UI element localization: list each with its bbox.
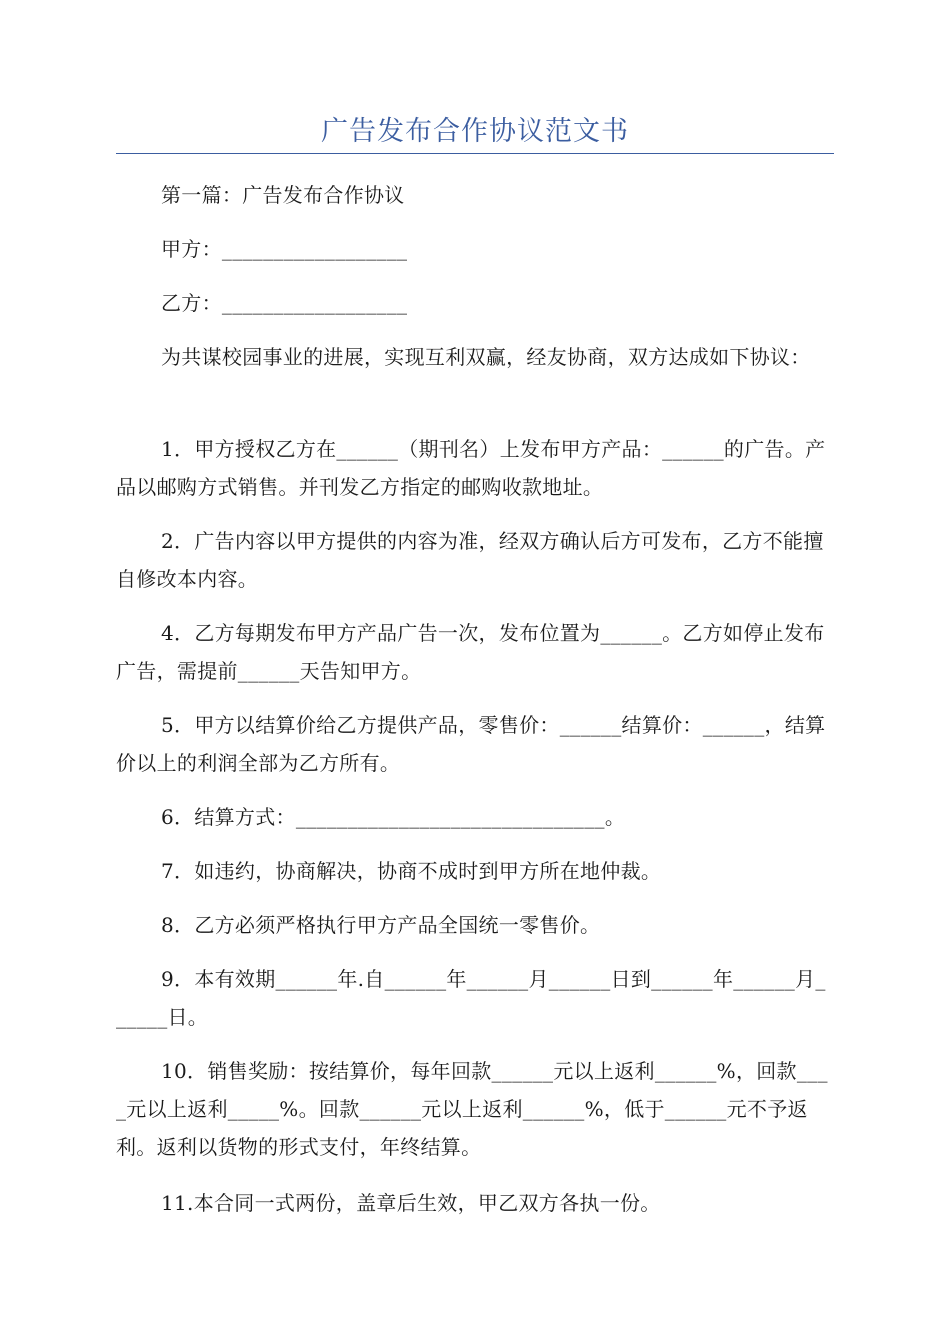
clause-9: 9．本有效期______年.自______年______月______日到______年______月______日。: [116, 967, 826, 1029]
section-heading: 第一篇：广告发布合作协议: [161, 183, 405, 207]
clause-4: 4．乙方每期发布甲方产品广告一次，发布位置为______。乙方如停止发布广告，需提前______天告知甲方。: [116, 621, 825, 683]
clause-5: 5．甲方以结算价给乙方提供产品，零售价：______结算价：______，结算价以上的利润全部为乙方所有。: [116, 713, 826, 775]
document-title: 广告发布合作协议范文书: [321, 116, 629, 147]
clause-8: 8．乙方必须严格执行甲方产品全国统一零售价。: [161, 913, 601, 937]
clause-7: 7．如违约，协商解决，协商不成时到甲方所在地仲裁。: [161, 859, 662, 883]
clause-6: 6．结算方式：______________________________。: [161, 805, 626, 829]
title-underline: [116, 153, 834, 154]
preamble-paragraph: 为共谋校园事业的进展，实现互利双赢，经友协商，双方达成如下协议：: [161, 345, 811, 369]
party-a-line: 甲方：__________________: [161, 237, 408, 261]
clause-1: 1．甲方授权乙方在______（期刊名）上发布甲方产品：______的广告。产品以邮购方式销售。并刊发乙方指定的邮购收款地址。: [116, 437, 826, 499]
clause-10: 10．销售奖励：按结算价，每年回款______元以上返利______%，回款____元以上返利_____%。回款______元以上返利______%，低于______元不予返利。返利以货物的形式支付，年终结算。: [116, 1059, 828, 1159]
party-b-line: 乙方：__________________: [161, 291, 408, 315]
document-page: [116, 0, 834, 1344]
clause-11: 11.本合同一式两份，盖章后生效，甲乙双方各执一份。: [161, 1191, 661, 1215]
clause-2: 2．广告内容以甲方提供的内容为准，经双方确认后方可发布，乙方不能擅自修改本内容。: [116, 529, 824, 591]
